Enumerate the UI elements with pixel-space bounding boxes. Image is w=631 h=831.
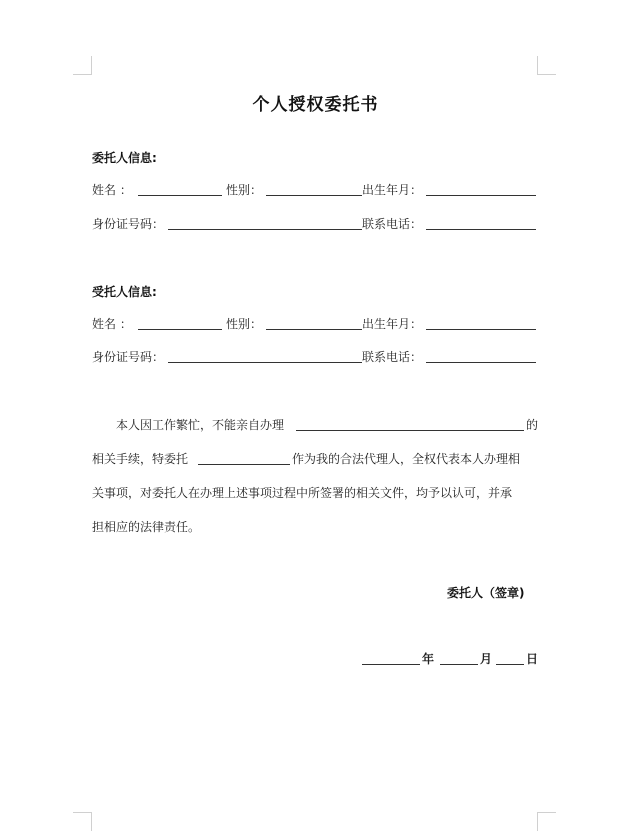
agent-heading: 受托人信息: — [92, 285, 157, 299]
matter-blank[interactable] — [296, 430, 524, 431]
body-line-2-start: 相关手续，特委托 — [92, 452, 189, 466]
body-line-1-end: 的 — [526, 418, 539, 432]
body-line-3 — [92, 484, 538, 504]
principal-phone-blank[interactable] — [426, 229, 536, 230]
principal-row-1 — [92, 181, 538, 199]
month-blank[interactable] — [440, 664, 478, 665]
agent-birth-label: 出生年月： — [362, 317, 423, 331]
crop-mark-top-right — [537, 56, 556, 75]
agent-name-inline-blank[interactable] — [198, 464, 290, 465]
principal-name-label: 姓名 ： — [92, 183, 132, 197]
day-label: 日 — [526, 652, 539, 666]
agent-name-blank[interactable] — [138, 329, 222, 330]
body-line-2-end: 作为我的合法代理人，全权代表本人办理相 — [292, 452, 521, 466]
crop-mark-bottom-left — [73, 812, 92, 831]
principal-name-blank[interactable] — [138, 195, 222, 196]
principal-heading: 委托人信息: — [92, 151, 157, 165]
principal-gender-blank[interactable] — [266, 195, 362, 196]
crop-mark-top-left — [73, 56, 92, 75]
body-line-4 — [92, 518, 538, 538]
principal-birth-label: 出生年月： — [362, 183, 423, 197]
month-label: 月 — [480, 652, 493, 666]
agent-id-label: 身份证号码： — [92, 350, 165, 364]
year-label: 年 — [422, 652, 435, 666]
body-line-4-text: 担相应的法律责任。 — [92, 520, 201, 534]
agent-gender-blank[interactable] — [266, 329, 362, 330]
agent-phone-label: 联系电话： — [362, 350, 423, 364]
date-row — [362, 650, 542, 668]
body-line-2 — [92, 450, 538, 470]
agent-id-blank[interactable] — [168, 362, 362, 363]
agent-row-2 — [92, 348, 538, 366]
principal-phone-label: 联系电话： — [362, 217, 423, 231]
crop-mark-bottom-right — [537, 812, 556, 831]
body-line-1-start: 本人因工作繁忙，不能亲自办理 — [116, 418, 285, 432]
document-title: 个人授权委托书 — [252, 95, 379, 115]
agent-birth-blank[interactable] — [426, 329, 536, 330]
agent-row-1 — [92, 315, 538, 333]
body-line-3-text: 关事项，对委托人在办理上述事项过程中所签署的相关文件，均予以认可，并承 — [92, 486, 513, 500]
signature-label: 委托人（签章) — [447, 586, 525, 600]
principal-id-blank[interactable] — [168, 229, 362, 230]
agent-gender-label: 性别： — [226, 317, 263, 331]
agent-name-label: 姓名 ： — [92, 317, 132, 331]
principal-id-label: 身份证号码： — [92, 217, 165, 231]
principal-row-2 — [92, 215, 538, 233]
body-line-1 — [92, 416, 538, 436]
year-blank[interactable] — [362, 664, 420, 665]
agent-phone-blank[interactable] — [426, 362, 536, 363]
day-blank[interactable] — [496, 664, 524, 665]
principal-gender-label: 性别： — [226, 183, 263, 197]
principal-birth-blank[interactable] — [426, 195, 536, 196]
